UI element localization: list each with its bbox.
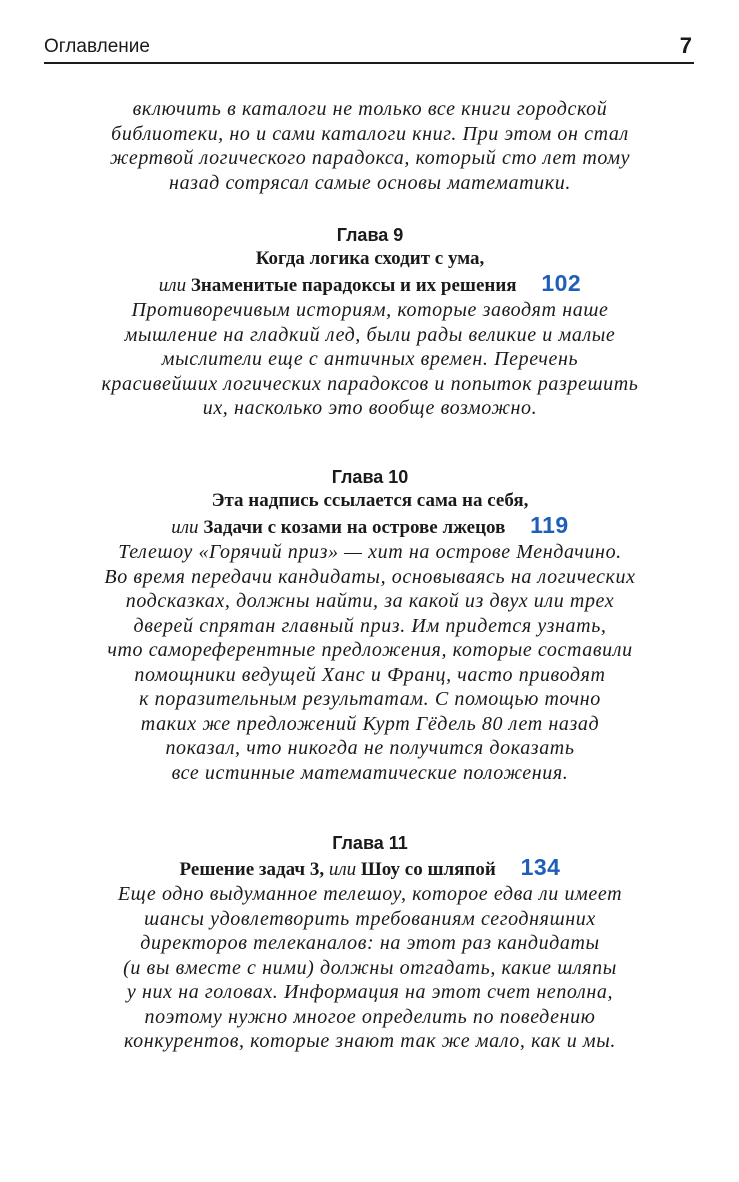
text-line: дверей спрятан главный приз. Им придется узнать, — [133, 614, 607, 637]
chapter-page-number[interactable]: 119 — [530, 512, 569, 538]
chapter-page-number[interactable]: 134 — [520, 854, 561, 880]
chapter-page-number[interactable]: 102 — [541, 270, 582, 296]
text-line: поэтому нужно многое определить по поведению — [144, 1005, 596, 1028]
chapter-title: Решение задач 3, — [179, 859, 325, 880]
chapter-title-line2 — [40, 513, 700, 540]
chapter-subtitle: Шоу со шляпой — [360, 859, 496, 880]
intro-paragraph — [40, 97, 700, 195]
chapter-title-line2 — [40, 271, 700, 298]
page-number: 7 — [679, 33, 692, 58]
text-line: включить в каталоги не только все книги городской — [132, 98, 608, 120]
text-line: красивейших логических парадоксов и попыток разрешить — [101, 372, 639, 395]
text-line: помощники ведущей Ханс и Франц, часто приводят — [134, 663, 606, 686]
text-line: их, насколько это вообще возможно. — [202, 397, 538, 419]
or-word: или — [171, 517, 199, 538]
text-line: таких же предложений Курт Гёдель 80 лет назад — [140, 712, 600, 735]
text-line: жертвой логического парадокса, который сто лет тому — [109, 147, 631, 169]
text-line: назад сотрясал самые основы математики. — [169, 171, 571, 194]
text-line: шансы удовлетворить требованиям сегодняшних — [144, 907, 596, 930]
text-line: Телешоу «Горячий приз» — хит на острове Мендачино. — [118, 541, 622, 563]
text-line: директоров телеканалов: на этот раз кандидаты — [140, 932, 600, 954]
toc-entry-chapter-10[interactable] — [40, 465, 700, 785]
chapter-subtitle: Знаменитые парадоксы и их решения — [190, 275, 517, 296]
text-line: подсказках, должны найти, за какой из двух или трех — [125, 590, 615, 612]
text-line: (и вы вместе с ними) должны отгадать, какие шляпы — [123, 956, 617, 979]
or-word: или — [158, 275, 187, 296]
text-line: к поразительным результатам. С помощью точно — [139, 688, 601, 710]
chapter-title-line1: Эта надпись ссылается сама на себя, — [211, 490, 529, 511]
text-line: библиотеки, но и сами каталоги книг. При этом он стал — [111, 122, 629, 145]
toc-entry-chapter-11[interactable] — [40, 831, 700, 1054]
text-line: все истинные математические положения. — [171, 761, 569, 784]
chapter-title-line — [40, 855, 700, 882]
toc-entry-chapter-9[interactable] — [40, 223, 700, 421]
text-line: конкурентов, которые знают так же мало, как и мы. — [123, 1030, 617, 1052]
chapter-subtitle: Задачи с козами на острове лжецов — [203, 517, 506, 538]
text-line: мышление на гладкий лед, были рады великие и малые — [124, 323, 616, 346]
chapter-description — [40, 298, 700, 421]
text-line: Во время передачи кандидаты, основываясь на логических — [104, 565, 636, 588]
section-title: Оглавление — [44, 36, 150, 57]
chapter-description — [40, 540, 700, 785]
chapter-label: Глава 11 — [332, 833, 408, 853]
text-line: Еще одно выдуманное телешоу, которое едва ли имеет — [117, 883, 623, 905]
running-header — [44, 34, 694, 64]
text-line: мыслители еще с античных времен. Перечень — [161, 348, 579, 370]
chapter-label: Глава 9 — [336, 225, 404, 245]
chapter-label: Глава 10 — [331, 467, 409, 487]
chapter-title-line1: Когда логика сходит с ума, — [255, 248, 485, 269]
chapter-description — [40, 882, 700, 1054]
text-line: у них на головах. Информация на этот счет неполна, — [126, 981, 614, 1003]
text-line: что самореферентные предложения, которые составили — [107, 639, 633, 661]
text-line: показал, что никогда не получится доказать — [165, 737, 575, 759]
or-word: или — [328, 859, 357, 880]
text-line: Противоречивым историям, которые заводят наше — [131, 299, 609, 321]
